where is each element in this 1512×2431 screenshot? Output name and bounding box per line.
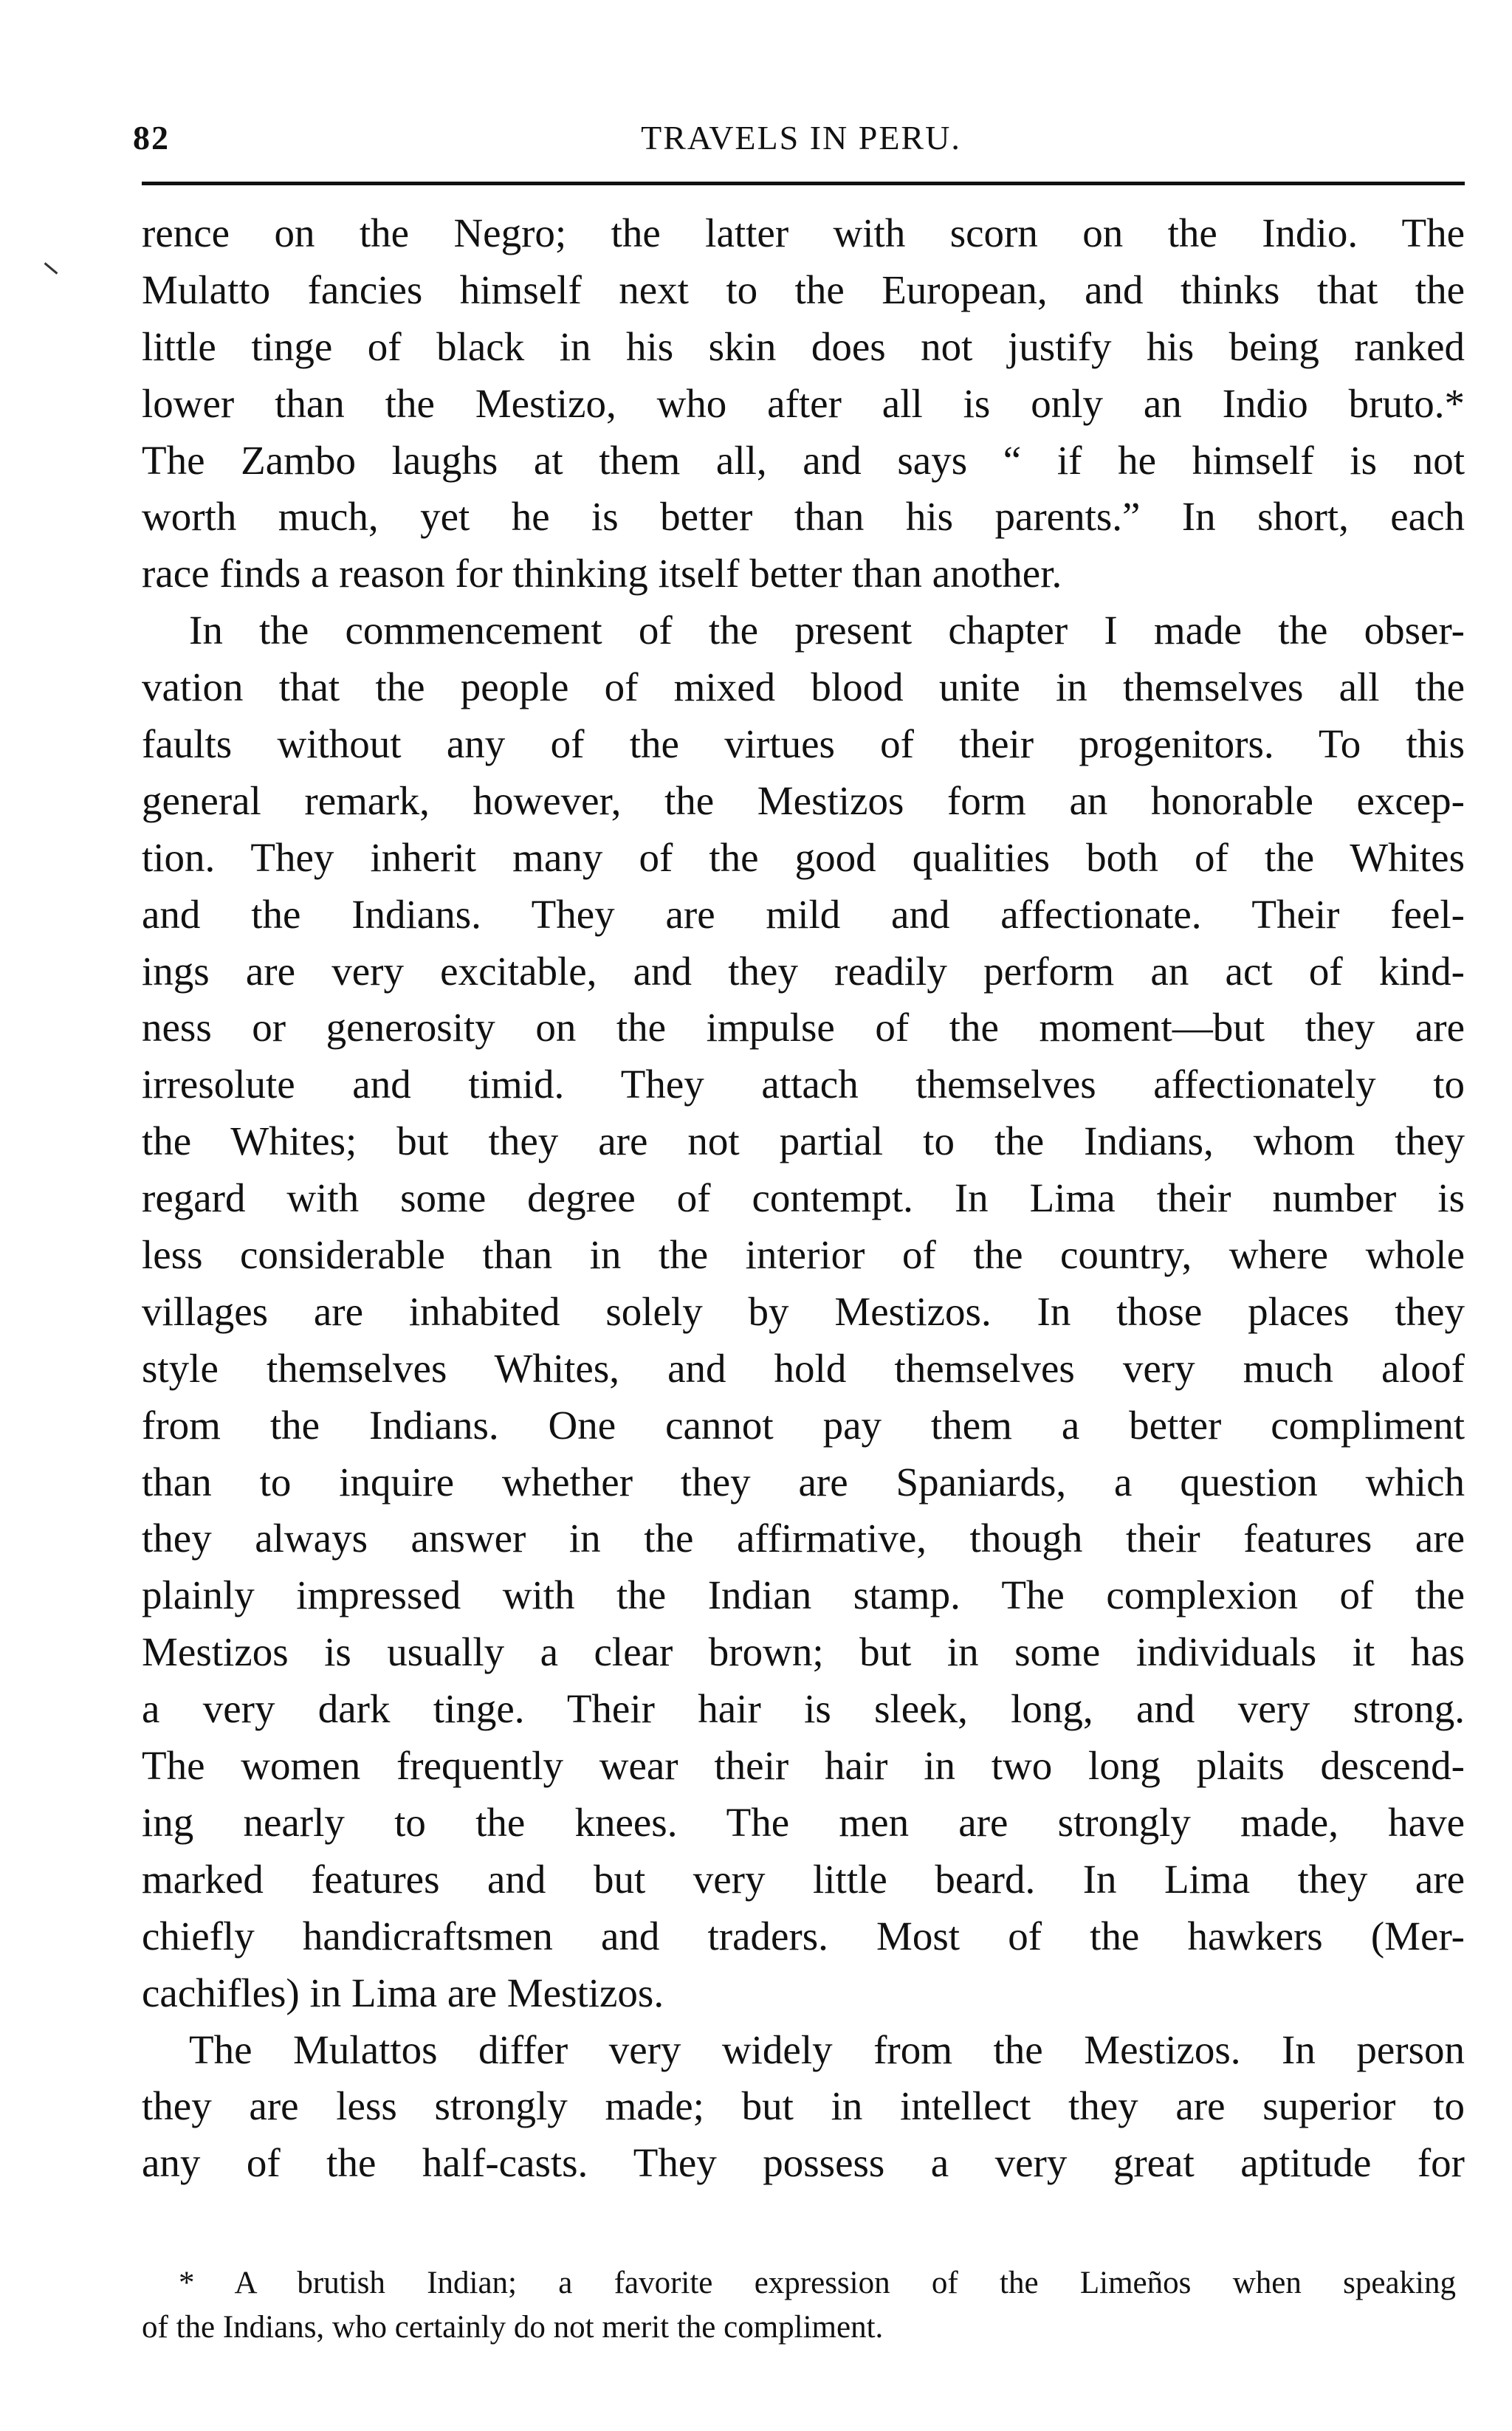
text-line: villages are inhabited solely by Mestizos. In those places they [142,1288,1465,1334]
text-line: general remark, however, the Mestizos form an honorable excep- [142,777,1465,823]
text-line: irresolute and timid. They attach themselves affectionately to [142,1062,1465,1107]
text-line: In the commencement of the present chapter I made the obser- [189,608,1465,653]
footnote-line: of the Indians, who certainly do not merit the compliment. [142,2310,884,2345]
text-line: plainly impressed with the Indian stamp. The complexion of the [142,1572,1465,1618]
text-line: a very dark tinge. Their hair is sleek, long, and very strong. [142,1686,1465,1732]
text-line: chiefly handicraftsmen and traders. Most of the hawkers (Mer- [142,1913,1465,1959]
text-line: than to inquire whether they are Spaniards, a question which [142,1459,1465,1505]
text-line: the Whites; but they are not partial to the Indians, whom they [142,1118,1465,1164]
text-line: rence on the Negro; the latter with scorn on the Indio. The [142,210,1465,255]
text-line: lower than the Mestizo, who after all is only an Indio bruto.* [142,380,1465,426]
margin-mark [44,262,58,274]
text-line: they are less strongly made; but in intellect they are superior to [142,2083,1465,2129]
text-line: they always answer in the affirmative, though their features are [142,1516,1465,1561]
text-line: little tinge of black in his skin does not justify his being ranked [142,323,1465,369]
footnote [142,2261,1456,2350]
body-text [142,205,1465,2192]
text-line: and the Indians. They are mild and affectionate. Their feel- [142,891,1465,937]
text-line: marked features and but very little beard. In Lima they are [142,1856,1465,1902]
running-title: TRAVELS IN PERU. [641,119,961,157]
footnote-line: * A brutish Indian; a favorite expression of the Limeños when speaking [179,2266,1456,2300]
text-line: less considerable than in the interior of the country, where whole [142,1232,1465,1278]
page-header [133,111,1469,170]
text-line: faults without any of the virtues of their progenitors. To this [142,721,1465,767]
text-line: The Mulattos differ very widely from the Mestizos. In person [189,2026,1465,2072]
text-line: cachifles) in Lima are Mestizos. [142,1970,664,2015]
page-number: 82 [133,119,170,157]
text-line: ness or generosity on the impulse of the moment—but they are [142,1005,1465,1051]
header-rule [142,182,1465,185]
text-line: style themselves Whites, and hold themselves very much aloof [142,1345,1465,1391]
text-line: vation that the people of mixed blood unite in themselves all the [142,664,1465,710]
text-line: ings are very excitable, and they readily perform an act of kind- [142,948,1465,994]
text-line: worth much, yet he is better than his parents.” In short, each [142,494,1465,540]
text-line: regard with some degree of contempt. In Lima their number is [142,1175,1465,1221]
text-line: from the Indians. One cannot pay them a better compliment [142,1402,1465,1448]
text-line: any of the half-casts. They possess a very great aptitude for [142,2140,1465,2186]
text-line: The Zambo laughs at them all, and says “ if he himself is not [142,437,1465,483]
text-line: Mulatto fancies himself next to the European, and thinks that the [142,267,1465,312]
text-line: ing nearly to the knees. The men are strongly made, have [142,1799,1465,1845]
text-line: The women frequently wear their hair in two long plaits descend- [142,1743,1465,1789]
text-line: Mestizos is usually a clear brown; but in some individuals it has [142,1629,1465,1675]
text-line: tion. They inherit many of the good qualities both of the Whites [142,834,1465,880]
text-line: race finds a reason for thinking itself better than another. [142,551,1062,596]
